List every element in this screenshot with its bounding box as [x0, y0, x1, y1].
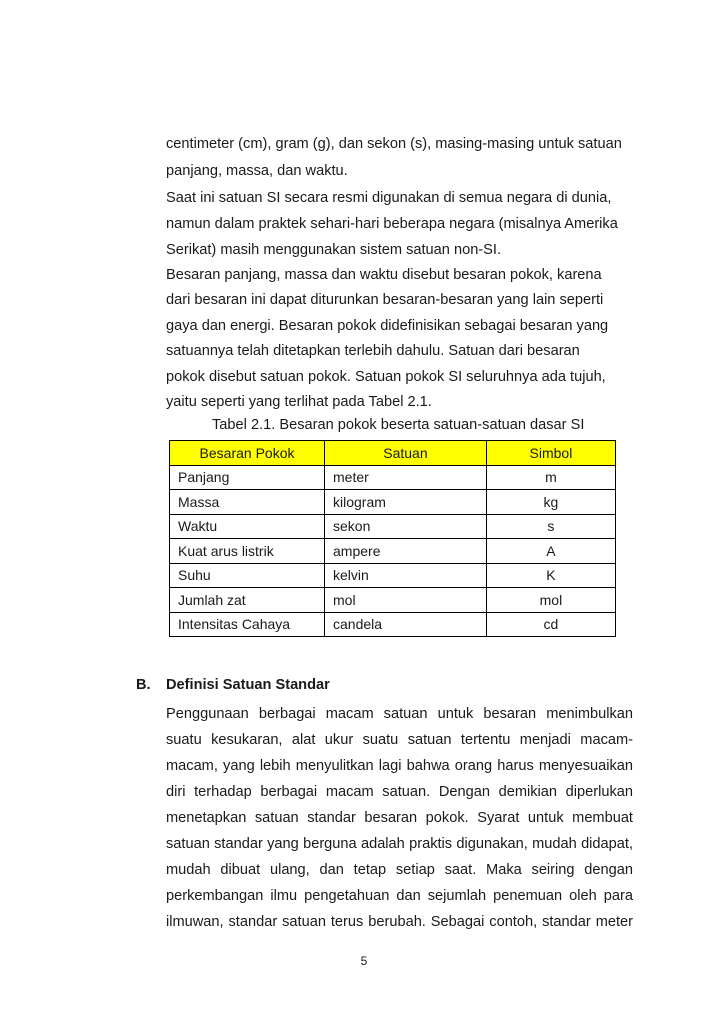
table-caption: Tabel 2.1. Besaran pokok beserta satuan-satuan dasar SI — [212, 417, 585, 433]
cell-unit: ampere — [325, 539, 487, 564]
table-row — [170, 539, 616, 564]
si-base-units-table — [169, 440, 616, 637]
cell-symbol: m — [486, 465, 615, 490]
cell-symbol: mol — [486, 588, 615, 613]
cell-unit: candela — [325, 612, 487, 637]
table-row — [170, 490, 616, 515]
cell-quantity: Intensitas Cahaya — [170, 612, 325, 637]
cell-quantity: Jumlah zat — [170, 588, 325, 613]
section-line-4 — [166, 783, 633, 801]
paragraph-line-4: namun dalam praktek sehari-hari beberapa negara (misalnya Amerika — [166, 216, 618, 232]
section-line-text: macam, yang lebih menyulitkan lagi bahwa orang harus menyesuaikan — [166, 758, 633, 774]
paragraph-line-8: gaya dan energi. Besaran pokok didefinisikan sebagai besaran yang — [166, 318, 609, 334]
section-line-3 — [166, 757, 633, 775]
cell-unit: sekon — [325, 514, 487, 539]
section-line-9 — [166, 913, 633, 931]
cell-quantity: Suhu — [170, 563, 325, 588]
paragraph-line-10: pokok disebut satuan pokok. Satuan pokok SI seluruhnya ada tujuh, — [166, 369, 606, 385]
section-line-1 — [166, 705, 633, 723]
cell-quantity: Panjang — [170, 465, 325, 490]
paragraph-line-2: panjang, massa, dan waktu. — [166, 163, 348, 179]
section-line-text: diri terhadap berbagai macam satuan. Dengan demikian diperlukan — [166, 784, 633, 800]
cell-symbol: A — [486, 539, 615, 564]
table-header-row — [170, 441, 616, 466]
cell-quantity: Massa — [170, 490, 325, 515]
cell-symbol: kg — [486, 490, 615, 515]
section-heading — [136, 676, 330, 694]
paragraph-line-3: Saat ini satuan SI secara resmi digunakan di semua negara di dunia, — [166, 190, 612, 206]
section-line-text: ilmuwan, standar satuan terus berubah. Sebagai contoh, standar meter — [166, 914, 633, 930]
cell-symbol: K — [486, 563, 615, 588]
section-line-text: perkembangan ilmu pengetahuan dan sejumlah penemuan oleh para — [166, 888, 633, 904]
section-line-2 — [166, 731, 633, 749]
table-row — [170, 465, 616, 490]
table-row — [170, 612, 616, 637]
paragraph-line-7: dari besaran ini dapat diturunkan besaran-besaran yang lain seperti — [166, 292, 604, 308]
cell-unit: kelvin — [325, 563, 487, 588]
header-besaran-pokok: Besaran Pokok — [170, 441, 325, 466]
section-line-text: satuan standar yang berguna adalah praktis digunakan, mudah didapat, — [166, 836, 633, 852]
page-number: 5 — [360, 954, 368, 968]
section-line-text: menetapkan satuan standar besaran pokok. Syarat untuk membuat — [166, 810, 633, 826]
paragraph-line-5: Serikat) masih menggunakan sistem satuan non-SI. — [166, 242, 502, 258]
section-letter: B. — [136, 677, 151, 693]
header-satuan: Satuan — [325, 441, 487, 466]
section-line-text: suatu kesukaran, alat ukur suatu satuan tertentu menjadi macam- — [166, 732, 633, 748]
paragraph-line-6: Besaran panjang, massa dan waktu disebut besaran pokok, karena — [166, 267, 602, 283]
paragraph-line-11: yaitu seperti yang terlihat pada Tabel 2.1. — [166, 394, 432, 410]
section-line-text: mudah dibuat ulang, dan tetap setiap saat. Maka seiring dengan — [166, 862, 633, 878]
cell-quantity: Kuat arus listrik — [170, 539, 325, 564]
table-row — [170, 588, 616, 613]
paragraph-line-1: centimeter (cm), gram (g), dan sekon (s), masing-masing untuk satuan — [166, 136, 622, 152]
section-line-5 — [166, 809, 633, 827]
cell-symbol: cd — [486, 612, 615, 637]
section-line-6 — [166, 835, 633, 853]
section-title: Definisi Satuan Standar — [166, 677, 330, 693]
cell-quantity: Waktu — [170, 514, 325, 539]
cell-unit: mol — [325, 588, 487, 613]
header-simbol: Simbol — [486, 441, 615, 466]
section-line-text: Penggunaan berbagai macam satuan untuk besaran menimbulkan — [166, 706, 633, 722]
table-row — [170, 514, 616, 539]
cell-unit: meter — [325, 465, 487, 490]
section-line-7 — [166, 861, 633, 879]
table-row — [170, 563, 616, 588]
cell-unit: kilogram — [325, 490, 487, 515]
section-line-8 — [166, 887, 633, 905]
paragraph-line-9: satuannya telah ditetapkan terlebih dahulu. Satuan dari besaran — [166, 343, 580, 359]
cell-symbol: s — [486, 514, 615, 539]
